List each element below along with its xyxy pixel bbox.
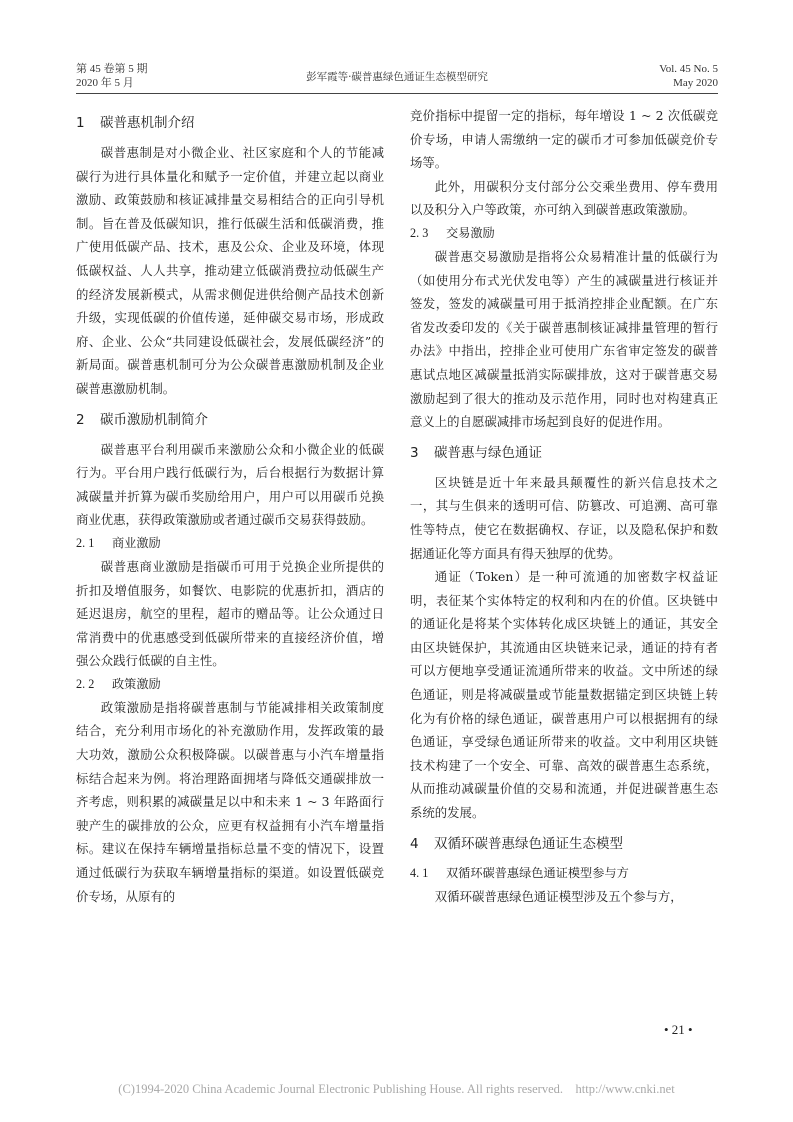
paragraph: 碳普惠交易激励是指将公众易精准计量的低碳行为（如使用分布式光伏发电等）产生的减碳量进行核证并签发，签发的减碳量可用于抵消控排企业配额。在广东省发改委印发的《关于碳普惠制核证减排量管理的暂行办法》中指出，控排企业可使用广东省审定签发的碳普惠试点地区减碳量抵消实际碳排放，这对于碳普惠交易激励起到了很大的推动及示范作用，同时也对构建真正意义上的自愿碳减排市场起到良好的促进作用。: [410, 248, 718, 430]
subsection-heading-2-3: [410, 222, 718, 245]
paragraph: 双循环碳普惠绿色通证模型涉及五个参与方，: [434, 888, 683, 904]
header-rule: [76, 93, 718, 94]
header-title: 彭军霞等·碳普惠绿色通证生态模型研究: [306, 71, 488, 83]
left-column: [76, 104, 384, 908]
journal-date-en: May 2020: [673, 77, 718, 89]
section-number: 1: [76, 115, 85, 131]
subsection-number: 2. 3: [410, 225, 429, 240]
section-number: 2: [76, 411, 85, 428]
subsection-number: 4. 1: [410, 865, 429, 880]
header-right: [659, 62, 718, 90]
section-heading-2: [76, 408, 384, 432]
subsection-number: 2. 1: [76, 535, 95, 550]
journal-date-cn: 2020 年 5 月: [76, 77, 134, 89]
section-heading-3: [410, 441, 718, 465]
paragraph: 通证（Token）是一种可流通的加密数字权益证明，表征某个实体特定的权利和内在的价值。区块链中的通证化是将某个实体转化成区块链上的通证，其安全由区块链保护，其流通由区块链来记录，通证的持有者可以方便地享受通证流通所带来的收益。文中所述的绿色通证，则是将减碳量或节能量数据锚定到区块链上转化为有价格的绿色通证，碳普惠用户可以根据拥有的绿色通证，享受绿色通证所带来的收益。文中利用区块链技术构建了一个安全、可靠、高效的碳普惠生态系统，从而推动减碳量价值的交易和流通，并促进碳普惠生态系统的发展。: [410, 569, 718, 821]
section-heading-1: [76, 111, 384, 135]
subsection-number: 2. 2: [76, 676, 95, 691]
paragraph-continued: 竞价指标中提留一定的指标，每年增设 1 ~ 2 次低碳竞价专场，申请人需缴纳一定的碳币才可参加低碳竞价专场等。: [410, 108, 718, 171]
section-number: 3: [410, 444, 419, 461]
section-title: 碳普惠与绿色通证: [434, 444, 542, 461]
subsection-heading-4-1: [410, 862, 718, 885]
paragraph: 区块链是近十年来最具颠覆性的新兴信息技术之一，其与生俱来的透明可信、防篡改、可追溯、高可靠性等特点，使它在数据确权、存证，以及隐私保护和数据通证化等方面具有得天独厚的优势。: [410, 474, 718, 561]
paragraph: 碳普惠制是对小微企业、社区家庭和个人的节能减碳行为进行具体量化和赋予一定价值，并建立起以商业激励、政策鼓励和核证减排量交易相结合的正向引导机制。旨在普及低碳知识，推行低碳生活和低碳消费，推广使用低碳产品、技术，惠及公众、企业及环境，体现低碳权益、人人共享，推动建立低碳消费拉动低碳生产的经济发展新模式，从需求侧促进供给侧产品技术创新升级，实现低碳的价值传递，延伸碳交易市场，形成政府、企业、公众“共同建设低碳社会，发展低碳经济”的新局面。碳普惠机制可分为公众碳普惠激励机制及企业碳普惠激励机制。: [76, 145, 384, 396]
section-heading-4: [410, 832, 718, 856]
page-number: • 21 •: [664, 1022, 693, 1037]
subsection-title: 商业激励: [112, 535, 161, 550]
section-number: 4: [410, 835, 419, 852]
section-title: 双循环碳普惠绿色通证生态模型: [434, 835, 623, 852]
paragraph: 此外，用碳积分支付部分公交乘坐费用、停车费用以及积分入户等政策，亦可纳入到碳普惠政策激励。: [410, 178, 718, 218]
journal-volume-cn: 第 45 卷第 5 期: [76, 63, 148, 75]
paragraph: 碳普惠平台利用碳币来激励公众和小微企业的低碳行为。平台用户践行低碳行为，后台根据行为数据计算减碳量并折算为碳币奖励给用户，用户可以用碳币兑换商业优惠，获得政策激励或者通过碳币交易获得鼓励。: [76, 441, 384, 528]
right-column: [410, 104, 718, 908]
copyright-footer: (C)1994-2020 China Academic Journal Electronic Publishing House. All rights reserved. http://www.cnki.net: [118, 1082, 675, 1096]
subsection-title: 交易激励: [446, 225, 495, 240]
subsection-heading-2-1: [76, 532, 384, 555]
subsection-title: 双循环碳普惠绿色通证模型参与方: [446, 865, 629, 880]
subsection-title: 政策激励: [112, 676, 161, 691]
section-title: 碳币激励机制简介: [100, 411, 208, 428]
running-header: [76, 60, 718, 94]
subsection-heading-2-2: [76, 673, 384, 696]
journal-volume-en: Vol. 45 No. 5: [659, 63, 718, 75]
section-title: 碳普惠机制介绍: [100, 115, 195, 131]
paragraph: 碳普惠商业激励是指碳币可用于兑换企业所提供的折扣及增值服务，如餐饮、电影院的优惠折扣，酒店的延迟退房，航空的里程，超市的赠品等。让公众通过日常消费中的优惠感受到低碳所带来的直接经济价值，增强公众践行低碳的自主性。: [76, 558, 384, 669]
paragraph: 政策激励是指将碳普惠制与节能减排相关政策制度结合，充分利用市场化的补充激励作用，发挥政策的最大功效，激励公众积极降碳。以碳普惠与小汽车增量指标结合起来为例。将治理路面拥堵与降低交通碳排放一齐考虑，则积累的减碳量足以中和未来 1 ~ 3 年路面行驶产生的碳排放的公众，应更有权益拥有小汽车增量指标。建议在保持车辆增量指标总量不变的情况下，设置通过低碳行为获取车辆增量指标的渠道。如设置低碳竞价专场，从原有的: [76, 699, 384, 904]
